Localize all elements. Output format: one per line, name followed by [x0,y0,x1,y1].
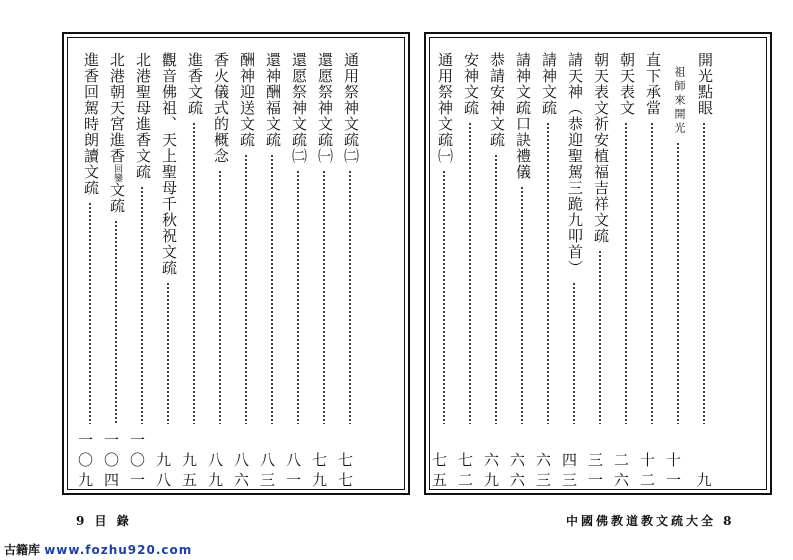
toc-entry-page: 七九 [312,451,328,489]
leader-dots [651,122,653,424]
toc-entry-page: 一〇一 [130,431,146,489]
watermark [0,540,793,560]
toc-entry-title: 還愿祭神文疏㈠ [316,52,334,164]
toc-entry-title: 觀音佛祖、天上聖母千秋祝文疏 [160,52,178,276]
toc-entry[interactable] [510,52,534,490]
toc-entry-title: 酬神迎送文疏 [238,52,256,148]
leader-dots [599,250,601,424]
toc-entry[interactable] [312,52,336,490]
toc-entry[interactable] [692,52,716,490]
leader-dots [141,186,143,424]
toc-entry-page: 四三 [562,451,578,489]
toc-entry-page: 一〇四 [104,431,120,489]
leader-dots [219,170,221,424]
toc-entry-subtitle: 回鑾 [112,164,122,182]
toc-entry[interactable] [208,52,232,490]
toc-entry-title: 恭請安神文疏 [488,52,506,148]
toc-entry-page: 九五 [182,451,198,489]
toc-entry-page: 二六 [614,451,630,489]
leader-dots [245,154,247,424]
leader-dots [495,154,497,424]
toc-entry-title: 通用祭神文疏㈠ [436,52,454,164]
toc-entry-title: 請天神（恭迎聖駕三跪九叩首） [566,52,584,276]
toc-entry-page: 十二 [640,451,656,489]
leader-dots [349,170,351,424]
toc-entry-page: 六三 [536,451,552,489]
toc-entry-page: 一〇九 [78,431,94,489]
toc-entry[interactable] [182,52,206,490]
leader-dots [443,170,445,424]
toc-entry[interactable] [156,52,180,490]
toc-entry-page: 九八 [156,451,172,489]
toc-entry-title: 祖師來開光 [673,66,686,136]
toc-entry[interactable] [640,52,664,490]
toc-entry[interactable] [260,52,284,490]
toc-entry-page: 六九 [484,451,500,489]
toc-entry-title: 香火儀式的概念 [212,52,230,164]
toc-entry[interactable] [338,52,362,490]
toc-entry-page: 七五 [432,451,448,489]
leader-dots [573,282,575,424]
left-page-footer: 9 目 錄 [76,514,132,528]
toc-entry-page: 八一 [286,451,302,489]
toc-entry-title: 直下承當 [644,52,662,116]
toc-entry[interactable] [614,52,638,490]
toc-entry-title: 還愿祭神文疏㈡ [290,52,308,164]
toc-entry-page: 三一 [588,451,604,489]
right-page-footer: 中國佛教道教文疏大全 8 [566,514,735,528]
toc-entry-title: 進香回駕時朗讀文疏 [82,52,100,196]
toc-entry[interactable] [484,52,508,490]
toc-entry-title: 安神文疏 [462,52,480,116]
toc-entry-title-composite [104,52,128,214]
toc-entry-title: 北港聖母進香文疏 [134,52,152,180]
toc-entry-title: 請神文疏 [540,52,558,116]
leader-dots [297,170,299,424]
toc-entry[interactable] [432,52,456,490]
toc-entry-title: 通用祭神文疏㈡ [342,52,360,164]
toc-entry-title: 進香文疏 [186,52,204,116]
leader-dots [521,186,523,424]
toc-entry-page: 七七 [338,451,354,489]
watermark-site: www.fozhu920.com [44,543,193,557]
leader-dots [89,202,91,424]
toc-entry-page: 八三 [260,451,276,489]
toc-entry-title: 還神酬福文疏 [264,52,282,148]
leader-dots [469,122,471,424]
leader-dots [167,282,169,424]
toc-entry-title: 請神文疏口訣禮儀 [514,52,532,180]
toc-entry-title: 開光點眼 [696,52,714,116]
toc-entry[interactable] [130,52,154,490]
toc-entry[interactable] [562,52,586,490]
toc-entry[interactable] [588,52,612,490]
toc-entry-page: 九 [696,471,712,489]
toc-entry-page: 六六 [510,451,526,489]
leader-dots [547,122,549,424]
toc-entry-page: 八六 [234,451,250,489]
leader-dots [271,154,273,424]
leader-dots [703,122,705,424]
toc-entry-title: 朝天表文 [618,52,636,116]
toc-entry[interactable] [666,52,690,490]
toc-entry[interactable] [536,52,560,490]
toc-entry[interactable] [286,52,310,490]
leader-dots [625,122,627,424]
toc-entry-page: 十一 [666,451,682,489]
toc-entry-title: 北港朝天宮進香 [108,52,126,164]
watermark-brand: 古籍库 [4,543,41,557]
toc-entry-page: 七二 [458,451,474,489]
toc-entry[interactable] [234,52,258,490]
toc-entry-page: 八九 [208,451,224,489]
leader-dots [677,142,679,424]
toc-entry[interactable] [458,52,482,490]
leader-dots [115,220,117,424]
toc-entry[interactable] [104,52,128,490]
leader-dots [193,122,195,424]
toc-entry-title-tail: 文疏 [108,182,126,214]
toc-entry-title: 朝天表文祈安植福吉祥文疏 [592,52,610,244]
toc-entry[interactable] [78,52,102,490]
leader-dots [323,170,325,424]
